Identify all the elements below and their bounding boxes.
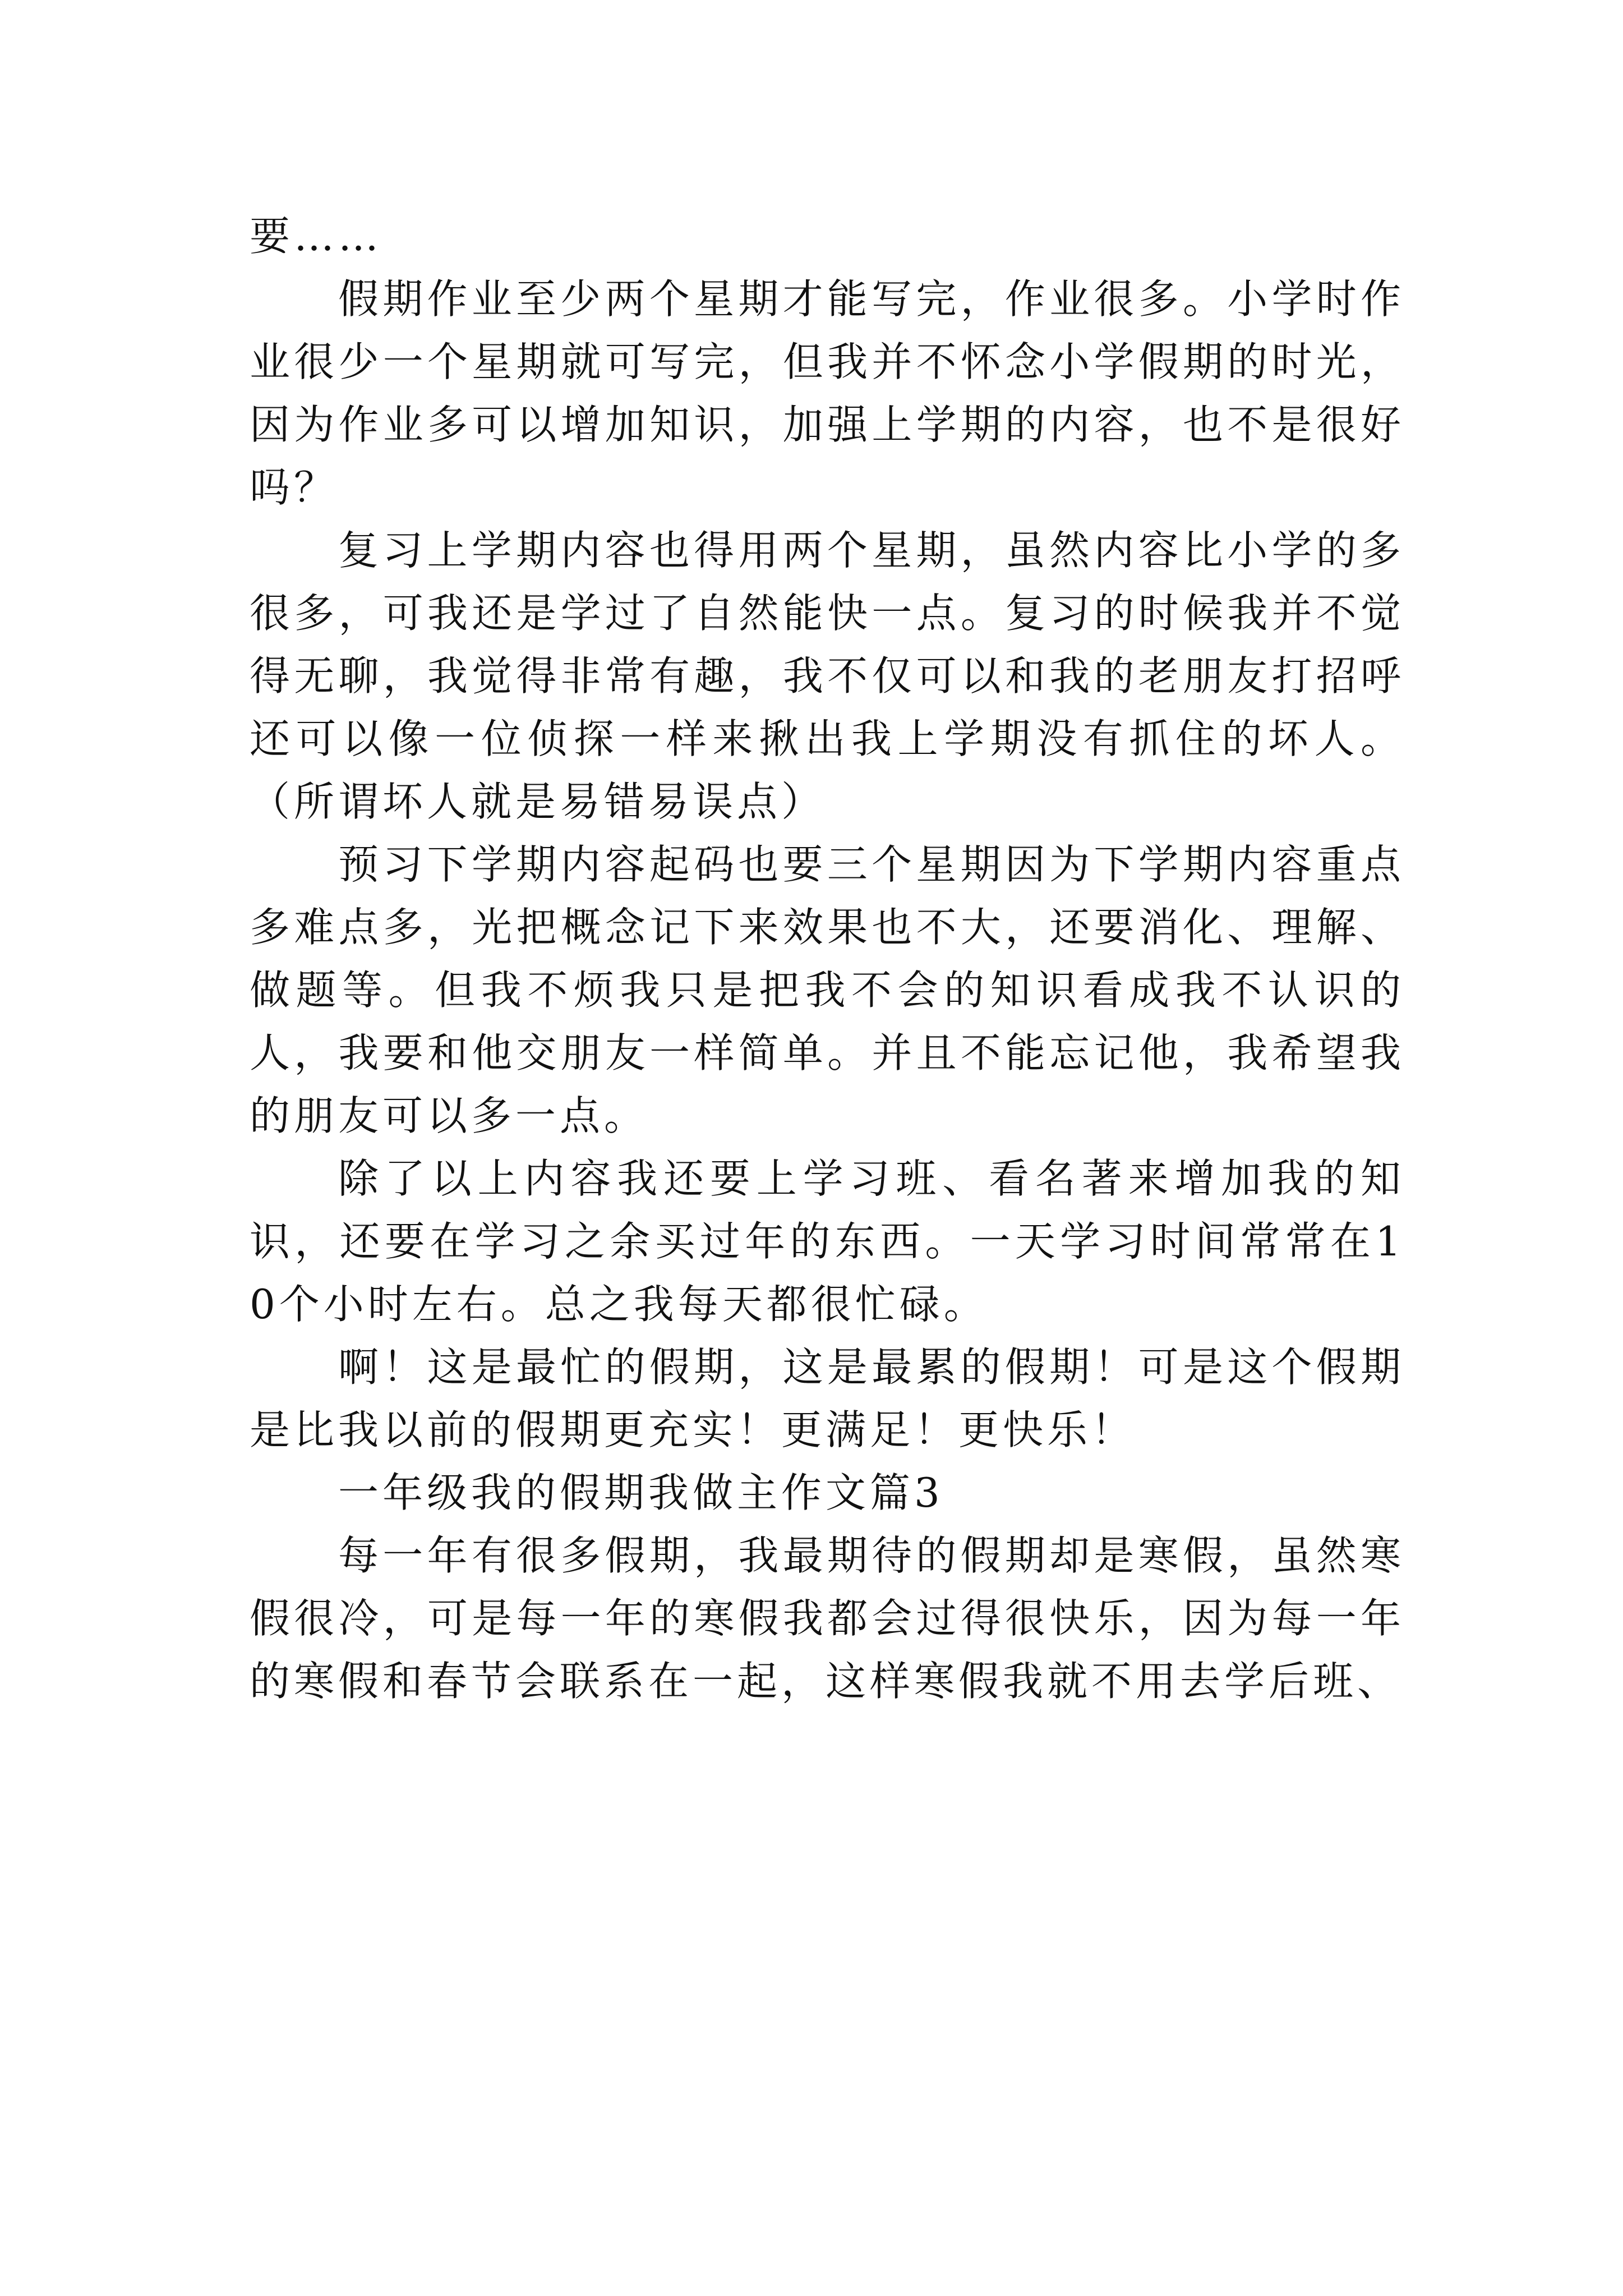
paragraph-preview: 预习下学期内容起码也要三个星期因为下学期内容重点多难点多，光把概念记下来效果也不大，还要消化、理解、做题等。但我不烦我只是把我不会的知识看成我不认识的人，我要和他交朋友一样简单。并且不能忘记他，我希望我的朋友可以多一点。 [250, 841, 1405, 1139]
paragraph-winter-break: 每一年有很多假期，我最期待的假期却是寒假，虽然寒假很冷，可是每一年的寒假我都会过得很快乐，因为每一年的寒假和春节会联系在一起，这样寒假我就不用去学后班、 [250, 1532, 1405, 1705]
paragraph-review: 复习上学期内容也得用两个星期，虽然内容比小学的多很多，可我还是学过了自然能快一点。复习的时候我并不觉得无聊，我觉得非常有趣，我不仅可以和我的老朋友打招呼还可以像一位侦探一样来揪出我上学期没有抓住的坏人。（所谓坏人就是易错易误点） [250, 527, 1405, 825]
section-heading: 一年级我的假期我做主作文篇3 [338, 1469, 944, 1516]
paragraph-continuation: 要…… [250, 213, 383, 260]
paragraph-homework: 假期作业至少两个星期才能写完，作业很多。小学时作业很少一个星期就可写完，但我并不怀念小学假期的时光，因为作业多可以增加知识，加强上学期的内容，也不是很好吗？ [250, 275, 1405, 511]
document-body [250, 205, 1405, 1713]
paragraph-conclusion: 啊！这是最忙的假期，这是最累的假期！可是这个假期是比我以前的假期更充实！更满足！更快乐！ [250, 1343, 1405, 1453]
paragraph-extra-study: 除了以上内容我还要上学习班、看名著来增加我的知识，还要在学习之余买过年的东西。一天学习时间常常在10个小时左右。总之我每天都很忙碌。 [250, 1155, 1405, 1328]
